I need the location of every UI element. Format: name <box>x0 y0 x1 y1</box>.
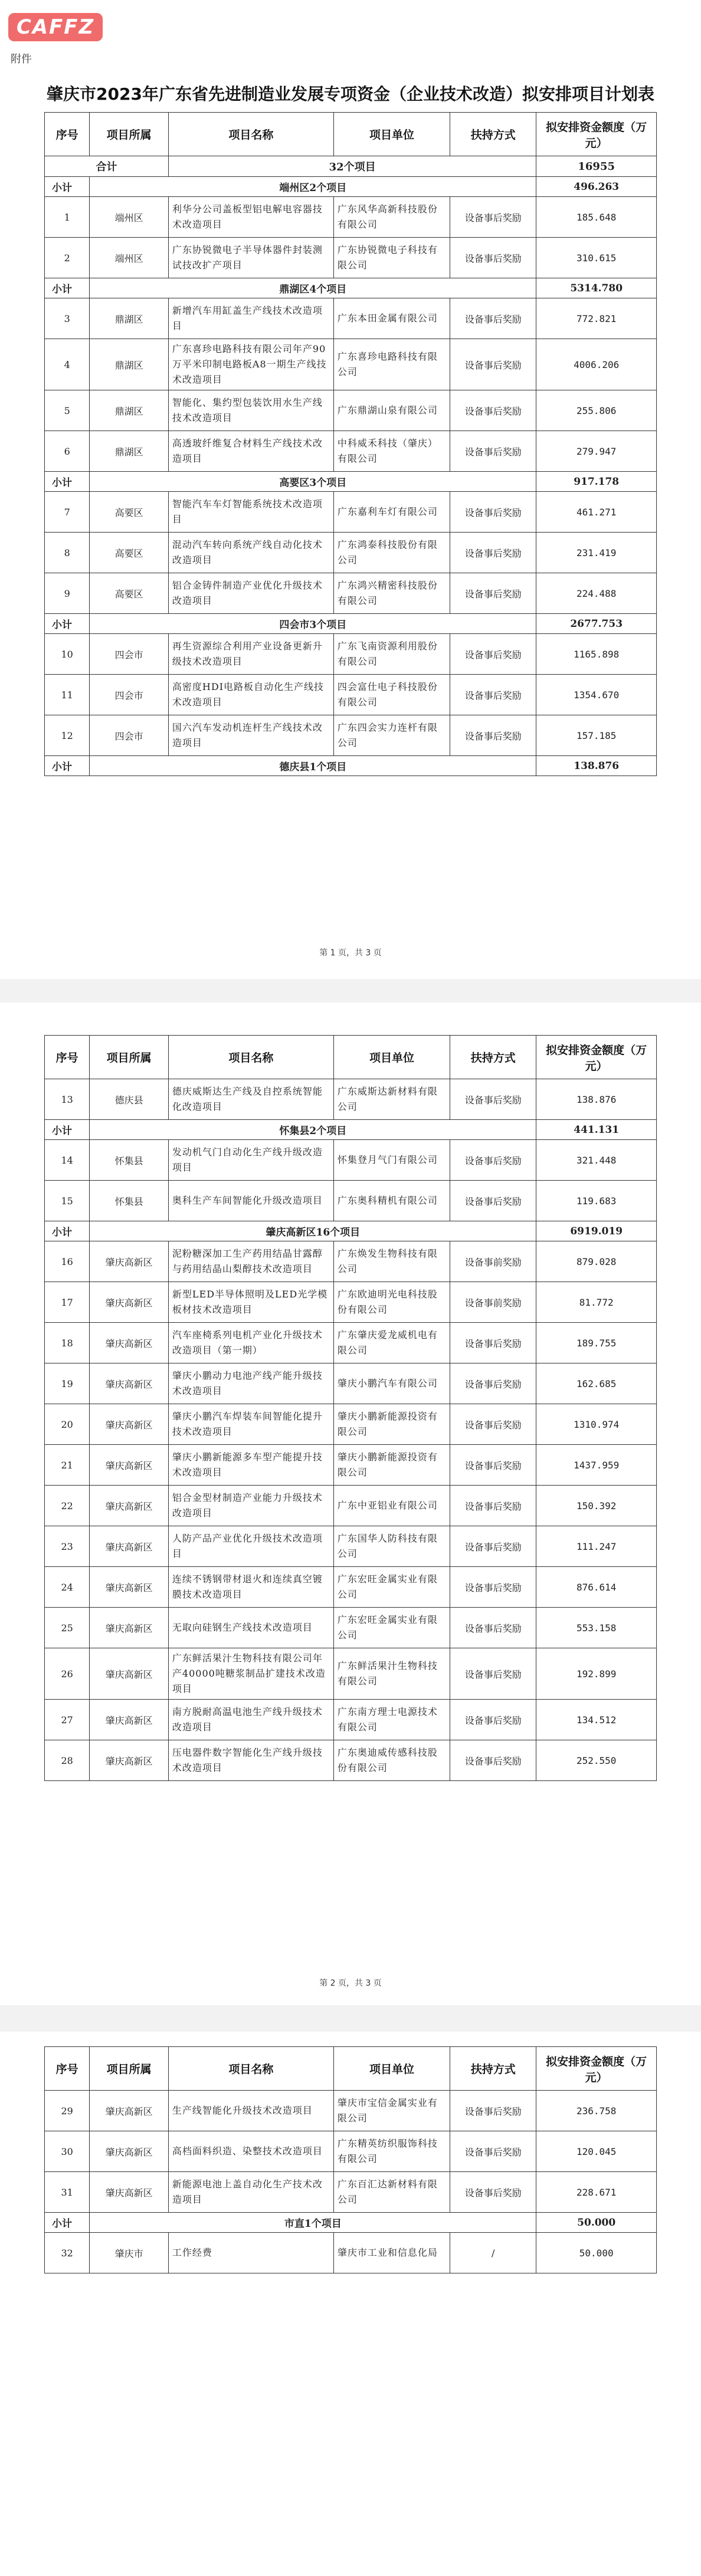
page-title: 肇庆市2023年广东省先进制造业发展专项资金（企业技术改造）拟安排项目计划表 <box>47 84 654 104</box>
project-amount: 162.685 <box>536 1363 657 1404</box>
project-mode: 设备事后奖励 <box>450 1404 536 1445</box>
project-mode: 设备事前奖励 <box>450 1241 536 1282</box>
project-unit: 广东风华高新科技股份有限公司 <box>333 197 450 238</box>
project-unit: 广东奥科精机有限公司 <box>333 1181 450 1221</box>
table-row <box>45 298 657 339</box>
subtotal-row <box>45 1221 657 1241</box>
project-unit: 肇庆小鹏汽车有限公司 <box>333 1363 450 1404</box>
project-seq: 2 <box>45 238 90 278</box>
project-mode: 设备事后奖励 <box>450 1526 536 1567</box>
project-area: 肇庆高新区 <box>90 1282 169 1323</box>
project-unit: 广东百汇达新材料有限公司 <box>333 2172 450 2213</box>
project-seq: 21 <box>45 1445 90 1486</box>
project-name: 发动机气门自动化生产线升级改造项目 <box>168 1140 333 1181</box>
project-unit: 广东嘉利车灯有限公司 <box>333 492 450 533</box>
project-mode: 设备事后奖励 <box>450 431 536 472</box>
table-row <box>45 431 657 472</box>
project-seq: 32 <box>45 2233 90 2273</box>
project-unit: 广东精英纺织服饰科技有限公司 <box>333 2131 450 2172</box>
project-name: 南方脱耐高温电池生产线升级技术改造项目 <box>168 1700 333 1740</box>
project-name: 利华分公司盖板型铝电解电容器技术改造项目 <box>168 197 333 238</box>
project-area: 肇庆高新区 <box>90 1323 169 1363</box>
project-seq: 13 <box>45 1079 90 1120</box>
group-amount: 6919.019 <box>536 1221 657 1241</box>
page-2 <box>0 1003 701 2005</box>
project-mode: 设备事后奖励 <box>450 573 536 614</box>
project-unit: 广东本田金属有限公司 <box>333 298 450 339</box>
table-row <box>45 1241 657 1282</box>
project-unit: 广东鸿兴精密科技股份有限公司 <box>333 573 450 614</box>
project-amount: 119.683 <box>536 1181 657 1221</box>
group-amount: 496.263 <box>536 177 657 197</box>
project-name: 智能汽车车灯智能系统技术改造项目 <box>168 492 333 533</box>
project-seq: 30 <box>45 2131 90 2172</box>
total-row <box>45 156 657 177</box>
table-row <box>45 1323 657 1363</box>
project-seq: 22 <box>45 1486 90 1526</box>
table-row <box>45 339 657 390</box>
project-amount: 1165.898 <box>536 634 657 675</box>
group-title: 肇庆高新区16个项目 <box>90 1221 536 1241</box>
total-label: 合计 <box>45 156 169 177</box>
project-unit: 广东威斯达新材料有限公司 <box>333 1079 450 1120</box>
project-mode: 设备事后奖励 <box>450 1486 536 1526</box>
project-amount: 252.550 <box>536 1740 657 1781</box>
project-seq: 12 <box>45 715 90 756</box>
table-row <box>45 390 657 431</box>
project-area: 四会市 <box>90 715 169 756</box>
project-mode: 设备事后奖励 <box>450 298 536 339</box>
col-amount-header: 拟安排资金额度（万元） <box>536 2047 657 2091</box>
project-name: 再生资源综合利用产业设备更新升级技术改造项目 <box>168 634 333 675</box>
project-name: 工作经费 <box>168 2233 333 2273</box>
plan-table-page-2 <box>44 1035 657 1781</box>
col-name-header: 项目名称 <box>168 2047 333 2091</box>
header-row <box>45 1036 657 1079</box>
project-mode: 设备事后奖励 <box>450 2172 536 2213</box>
page-gap <box>0 2005 701 2032</box>
subtotal-row <box>45 177 657 197</box>
project-mode: 设备事后奖励 <box>450 675 536 715</box>
table-row <box>45 197 657 238</box>
project-area: 肇庆高新区 <box>90 1608 169 1648</box>
project-amount: 4006.206 <box>536 339 657 390</box>
page-3 <box>0 2032 701 2576</box>
table-row <box>45 492 657 533</box>
project-unit: 广东欧迪明光电科技股份有限公司 <box>333 1282 450 1323</box>
project-mode: 设备事后奖励 <box>450 1363 536 1404</box>
project-unit: 广东中亚铝业有限公司 <box>333 1486 450 1526</box>
table-row <box>45 1079 657 1120</box>
plan-table-page-3 <box>44 2046 657 2273</box>
project-name: 德庆威斯达生产线及自控系统智能化改造项目 <box>168 1079 333 1120</box>
page-number: 第 2 页，共 3 页 <box>319 1979 382 1988</box>
col-area-header: 项目所属 <box>90 1036 169 1079</box>
table-row <box>45 1700 657 1740</box>
table-row <box>45 715 657 756</box>
project-area: 肇庆高新区 <box>90 1445 169 1486</box>
group-title: 四会市3个项目 <box>90 614 536 634</box>
project-name: 高档面料织造、染整技术改造项目 <box>168 2131 333 2172</box>
project-mode: 设备事后奖励 <box>450 339 536 390</box>
project-name: 奥科生产车间智能化升级改造项目 <box>168 1181 333 1221</box>
project-area: 德庆县 <box>90 1079 169 1120</box>
project-amount: 189.755 <box>536 1323 657 1363</box>
subtotal-row <box>45 278 657 298</box>
page-1 <box>0 0 701 979</box>
project-amount: 236.758 <box>536 2091 657 2131</box>
project-area: 高要区 <box>90 492 169 533</box>
project-amount: 138.876 <box>536 1079 657 1120</box>
group-title: 高要区3个项目 <box>90 472 536 492</box>
group-amount: 917.178 <box>536 472 657 492</box>
project-amount: 50.000 <box>536 2233 657 2273</box>
col-mode-header: 扶持方式 <box>450 1036 536 1079</box>
project-name: 连续不锈钢带材退火和连续真空镀膜技术改造项目 <box>168 1567 333 1608</box>
project-name: 新型LED半导体照明及LED光学模板材技术改造项目 <box>168 1282 333 1323</box>
subtotal-label: 小计 <box>45 1221 90 1241</box>
table-row <box>45 533 657 573</box>
project-area: 肇庆市 <box>90 2233 169 2273</box>
group-title: 市直1个项目 <box>90 2213 536 2233</box>
project-mode: 设备事后奖励 <box>450 197 536 238</box>
group-amount: 50.000 <box>536 2213 657 2233</box>
table-row <box>45 2091 657 2131</box>
col-seq-header: 序号 <box>45 113 90 156</box>
project-unit: 广东焕发生物科技有限公司 <box>333 1241 450 1282</box>
group-title: 端州区2个项目 <box>90 177 536 197</box>
group-title: 德庆县1个项目 <box>90 756 536 776</box>
project-unit: 四会富仕电子科技股份有限公司 <box>333 675 450 715</box>
project-name: 汽车座椅系列电机产业化升级技术改造项目（第一期） <box>168 1323 333 1363</box>
project-name: 广东协锐微电子半导体器件封装测试技改扩产项目 <box>168 238 333 278</box>
table-row <box>45 2233 657 2273</box>
project-amount: 134.512 <box>536 1700 657 1740</box>
project-mode: 设备事后奖励 <box>450 1445 536 1486</box>
table-row <box>45 1140 657 1181</box>
group-title: 怀集县2个项目 <box>90 1120 536 1140</box>
subtotal-label: 小计 <box>45 1120 90 1140</box>
table-row <box>45 1740 657 1781</box>
project-amount: 192.899 <box>536 1648 657 1700</box>
project-area: 肇庆高新区 <box>90 1404 169 1445</box>
project-name: 肇庆小鹏汽车焊装车间智能化提升技术改造项目 <box>168 1404 333 1445</box>
project-mode: 设备事后奖励 <box>450 2131 536 2172</box>
project-mode: 设备事后奖励 <box>450 2091 536 2131</box>
project-area: 肇庆高新区 <box>90 1526 169 1567</box>
project-unit: 广东鼎湖山泉有限公司 <box>333 390 450 431</box>
project-seq: 24 <box>45 1567 90 1608</box>
table-row <box>45 634 657 675</box>
table-row <box>45 1282 657 1323</box>
project-name: 新能源电池上盖自动化生产技术改造项目 <box>168 2172 333 2213</box>
project-seq: 7 <box>45 492 90 533</box>
project-mode: 设备事后奖励 <box>450 492 536 533</box>
project-unit: 中科威禾科技（肇庆）有限公司 <box>333 431 450 472</box>
col-area-header: 项目所属 <box>90 113 169 156</box>
project-mode: 设备事后奖励 <box>450 390 536 431</box>
project-unit: 广东肇庆爱龙威机电有限公司 <box>333 1323 450 1363</box>
header-row <box>45 2047 657 2091</box>
project-mode: / <box>450 2233 536 2273</box>
table-row <box>45 238 657 278</box>
project-seq: 26 <box>45 1648 90 1700</box>
table-row <box>45 1567 657 1608</box>
project-unit: 广东国华人防科技有限公司 <box>333 1526 450 1567</box>
project-name: 智能化、集约型包装饮用水生产线技术改造项目 <box>168 390 333 431</box>
subtotal-row <box>45 614 657 634</box>
project-amount: 772.821 <box>536 298 657 339</box>
project-seq: 4 <box>45 339 90 390</box>
project-name: 泥粉糖深加工生产药用结晶甘露醇与药用结晶山梨醇技术改造项目 <box>168 1241 333 1282</box>
project-amount: 1437.959 <box>536 1445 657 1486</box>
project-name: 广东喜珍电路科技有限公司年产90万平米印制电路板A8一期生产线技术改造项目 <box>168 339 333 390</box>
col-area-header: 项目所属 <box>90 2047 169 2091</box>
project-unit: 肇庆小鹏新能源投资有限公司 <box>333 1404 450 1445</box>
table-row <box>45 1608 657 1648</box>
project-area: 高要区 <box>90 573 169 614</box>
project-mode: 设备事后奖励 <box>450 1608 536 1648</box>
project-seq: 17 <box>45 1282 90 1323</box>
project-unit: 广东宏旺金属实业有限公司 <box>333 1567 450 1608</box>
project-amount: 185.648 <box>536 197 657 238</box>
project-unit: 广东鸿泰科技股份有限公司 <box>333 533 450 573</box>
project-area: 鼎湖区 <box>90 431 169 472</box>
subtotal-row <box>45 1120 657 1140</box>
project-amount: 81.772 <box>536 1282 657 1323</box>
col-amount-header: 拟安排资金额度（万元） <box>536 1036 657 1079</box>
project-seq: 1 <box>45 197 90 238</box>
project-amount: 120.045 <box>536 2131 657 2172</box>
project-seq: 18 <box>45 1323 90 1363</box>
project-mode: 设备事后奖励 <box>450 1740 536 1781</box>
project-mode: 设备事后奖励 <box>450 238 536 278</box>
group-amount: 2677.753 <box>536 614 657 634</box>
group-amount: 5314.780 <box>536 278 657 298</box>
table-row <box>45 573 657 614</box>
project-amount: 228.671 <box>536 2172 657 2213</box>
col-mode-header: 扶持方式 <box>450 2047 536 2091</box>
project-mode: 设备事后奖励 <box>450 1700 536 1740</box>
project-unit: 怀集登月气门有限公司 <box>333 1140 450 1181</box>
project-name: 新增汽车用缸盖生产线技术改造项目 <box>168 298 333 339</box>
project-unit: 广东四会实力连杆有限公司 <box>333 715 450 756</box>
subtotal-label: 小计 <box>45 472 90 492</box>
project-unit: 广东协锐微电子科技有限公司 <box>333 238 450 278</box>
project-area: 怀集县 <box>90 1181 169 1221</box>
table-row <box>45 675 657 715</box>
project-seq: 6 <box>45 431 90 472</box>
project-mode: 设备事后奖励 <box>450 715 536 756</box>
project-area: 肇庆高新区 <box>90 1363 169 1404</box>
page-gap <box>0 979 701 1003</box>
project-area: 肇庆高新区 <box>90 1567 169 1608</box>
project-amount: 310.615 <box>536 238 657 278</box>
project-area: 肇庆高新区 <box>90 1241 169 1282</box>
project-area: 高要区 <box>90 533 169 573</box>
project-seq: 14 <box>45 1140 90 1181</box>
project-amount: 224.488 <box>536 573 657 614</box>
project-unit: 肇庆市工业和信息化局 <box>333 2233 450 2273</box>
project-area: 肇庆高新区 <box>90 2131 169 2172</box>
col-seq-header: 序号 <box>45 2047 90 2091</box>
project-seq: 16 <box>45 1241 90 1282</box>
project-name: 高密度HDI电路板自动化生产线技术改造项目 <box>168 675 333 715</box>
project-unit: 广东奥迪威传感科技股份有限公司 <box>333 1740 450 1781</box>
col-name-header: 项目名称 <box>168 113 333 156</box>
project-unit: 广东南方理士电源技术有限公司 <box>333 1700 450 1740</box>
table-row <box>45 1648 657 1700</box>
project-area: 肇庆高新区 <box>90 1740 169 1781</box>
project-amount: 231.419 <box>536 533 657 573</box>
project-area: 四会市 <box>90 675 169 715</box>
project-name: 国六汽车发动机连杆生产线技术改造项目 <box>168 715 333 756</box>
project-seq: 3 <box>45 298 90 339</box>
project-mode: 设备事后奖励 <box>450 1323 536 1363</box>
project-mode: 设备事后奖励 <box>450 634 536 675</box>
project-amount: 1354.670 <box>536 675 657 715</box>
project-name: 铝合金铸件制造产业优化升级技术改造项目 <box>168 573 333 614</box>
group-title: 鼎湖区4个项目 <box>90 278 536 298</box>
project-name: 混动汽车转向系统产线自动化技术改造项目 <box>168 533 333 573</box>
header-row <box>45 113 657 156</box>
project-area: 怀集县 <box>90 1140 169 1181</box>
project-name: 无取向硅钢生产线技术改造项目 <box>168 1608 333 1648</box>
subtotal-label: 小计 <box>45 2213 90 2233</box>
project-mode: 设备事后奖励 <box>450 1567 536 1608</box>
project-mode: 设备事前奖励 <box>450 1282 536 1323</box>
table-row <box>45 1526 657 1567</box>
col-seq-header: 序号 <box>45 1036 90 1079</box>
project-mode: 设备事后奖励 <box>450 1079 536 1120</box>
project-area: 肇庆高新区 <box>90 2091 169 2131</box>
project-area: 肇庆高新区 <box>90 1486 169 1526</box>
project-seq: 19 <box>45 1363 90 1404</box>
table-row <box>45 2172 657 2213</box>
project-name: 人防产品产业优化升级技术改造项目 <box>168 1526 333 1567</box>
table-row <box>45 1404 657 1445</box>
project-area: 鼎湖区 <box>90 390 169 431</box>
subtotal-label: 小计 <box>45 756 90 776</box>
project-area: 肇庆高新区 <box>90 1700 169 1740</box>
project-seq: 31 <box>45 2172 90 2213</box>
project-area: 端州区 <box>90 197 169 238</box>
project-mode: 设备事后奖励 <box>450 1181 536 1221</box>
project-amount: 1310.974 <box>536 1404 657 1445</box>
project-amount: 553.158 <box>536 1608 657 1648</box>
group-amount: 138.876 <box>536 756 657 776</box>
project-amount: 876.614 <box>536 1567 657 1608</box>
logo: CAFFZ <box>8 13 103 41</box>
project-amount: 157.185 <box>536 715 657 756</box>
project-name: 压电器件数字智能化生产线升级技术改造项目 <box>168 1740 333 1781</box>
project-amount: 111.247 <box>536 1526 657 1567</box>
project-seq: 8 <box>45 533 90 573</box>
project-unit: 广东飞南资源利用股份有限公司 <box>333 634 450 675</box>
project-seq: 5 <box>45 390 90 431</box>
project-area: 鼎湖区 <box>90 298 169 339</box>
project-amount: 150.392 <box>536 1486 657 1526</box>
project-mode: 设备事后奖励 <box>450 1648 536 1700</box>
total-amount: 16955 <box>536 156 657 177</box>
project-seq: 15 <box>45 1181 90 1221</box>
project-seq: 27 <box>45 1700 90 1740</box>
table-row <box>45 1363 657 1404</box>
table-row <box>45 1445 657 1486</box>
project-area: 肇庆高新区 <box>90 1648 169 1700</box>
project-amount: 321.448 <box>536 1140 657 1181</box>
subtotal-row <box>45 756 657 776</box>
project-seq: 23 <box>45 1526 90 1567</box>
project-unit: 肇庆小鹏新能源投资有限公司 <box>333 1445 450 1486</box>
project-seq: 25 <box>45 1608 90 1648</box>
project-unit: 广东鲜活果汁生物科技有限公司 <box>333 1648 450 1700</box>
project-seq: 28 <box>45 1740 90 1781</box>
subtotal-row <box>45 472 657 492</box>
project-unit: 广东喜珍电路科技有限公司 <box>333 339 450 390</box>
project-name: 肇庆小鹏新能源多车型产能提升技术改造项目 <box>168 1445 333 1486</box>
project-amount: 879.028 <box>536 1241 657 1282</box>
subtotal-label: 小计 <box>45 614 90 634</box>
project-unit: 广东宏旺金属实业有限公司 <box>333 1608 450 1648</box>
project-area: 肇庆高新区 <box>90 2172 169 2213</box>
table-row <box>45 1181 657 1221</box>
project-area: 四会市 <box>90 634 169 675</box>
subtotal-row <box>45 2213 657 2233</box>
total-count: 32个项目 <box>168 156 536 177</box>
plan-table-page-1 <box>44 112 657 776</box>
project-seq: 9 <box>45 573 90 614</box>
project-seq: 10 <box>45 634 90 675</box>
table-row <box>45 1486 657 1526</box>
col-amount-header: 拟安排资金额度（万元） <box>536 113 657 156</box>
project-seq: 11 <box>45 675 90 715</box>
project-seq: 20 <box>45 1404 90 1445</box>
table-row <box>45 2131 657 2172</box>
group-amount: 441.131 <box>536 1120 657 1140</box>
project-name: 广东鲜活果汁生物科技有限公司年产40000吨糖浆制品扩建技术改造项目 <box>168 1648 333 1700</box>
col-mode-header: 扶持方式 <box>450 113 536 156</box>
col-unit-header: 项目单位 <box>333 113 450 156</box>
project-mode: 设备事后奖励 <box>450 1140 536 1181</box>
col-name-header: 项目名称 <box>168 1036 333 1079</box>
col-unit-header: 项目单位 <box>333 2047 450 2091</box>
project-name: 生产线智能化升级技术改造项目 <box>168 2091 333 2131</box>
project-name: 铝合金型材制造产业能力升级技术改造项目 <box>168 1486 333 1526</box>
project-amount: 279.947 <box>536 431 657 472</box>
page-number: 第 1 页，共 3 页 <box>319 948 382 958</box>
project-seq: 29 <box>45 2091 90 2131</box>
attachment-label: 附件 <box>11 53 32 65</box>
project-area: 端州区 <box>90 238 169 278</box>
project-amount: 461.271 <box>536 492 657 533</box>
project-mode: 设备事后奖励 <box>450 533 536 573</box>
project-amount: 255.806 <box>536 390 657 431</box>
project-area: 鼎湖区 <box>90 339 169 390</box>
project-name: 肇庆小鹏动力电池产线产能升级技术改造项目 <box>168 1363 333 1404</box>
subtotal-label: 小计 <box>45 177 90 197</box>
subtotal-label: 小计 <box>45 278 90 298</box>
project-name: 高透玻纤维复合材料生产线技术改造项目 <box>168 431 333 472</box>
col-unit-header: 项目单位 <box>333 1036 450 1079</box>
project-unit: 肇庆市宝信金属实业有限公司 <box>333 2091 450 2131</box>
